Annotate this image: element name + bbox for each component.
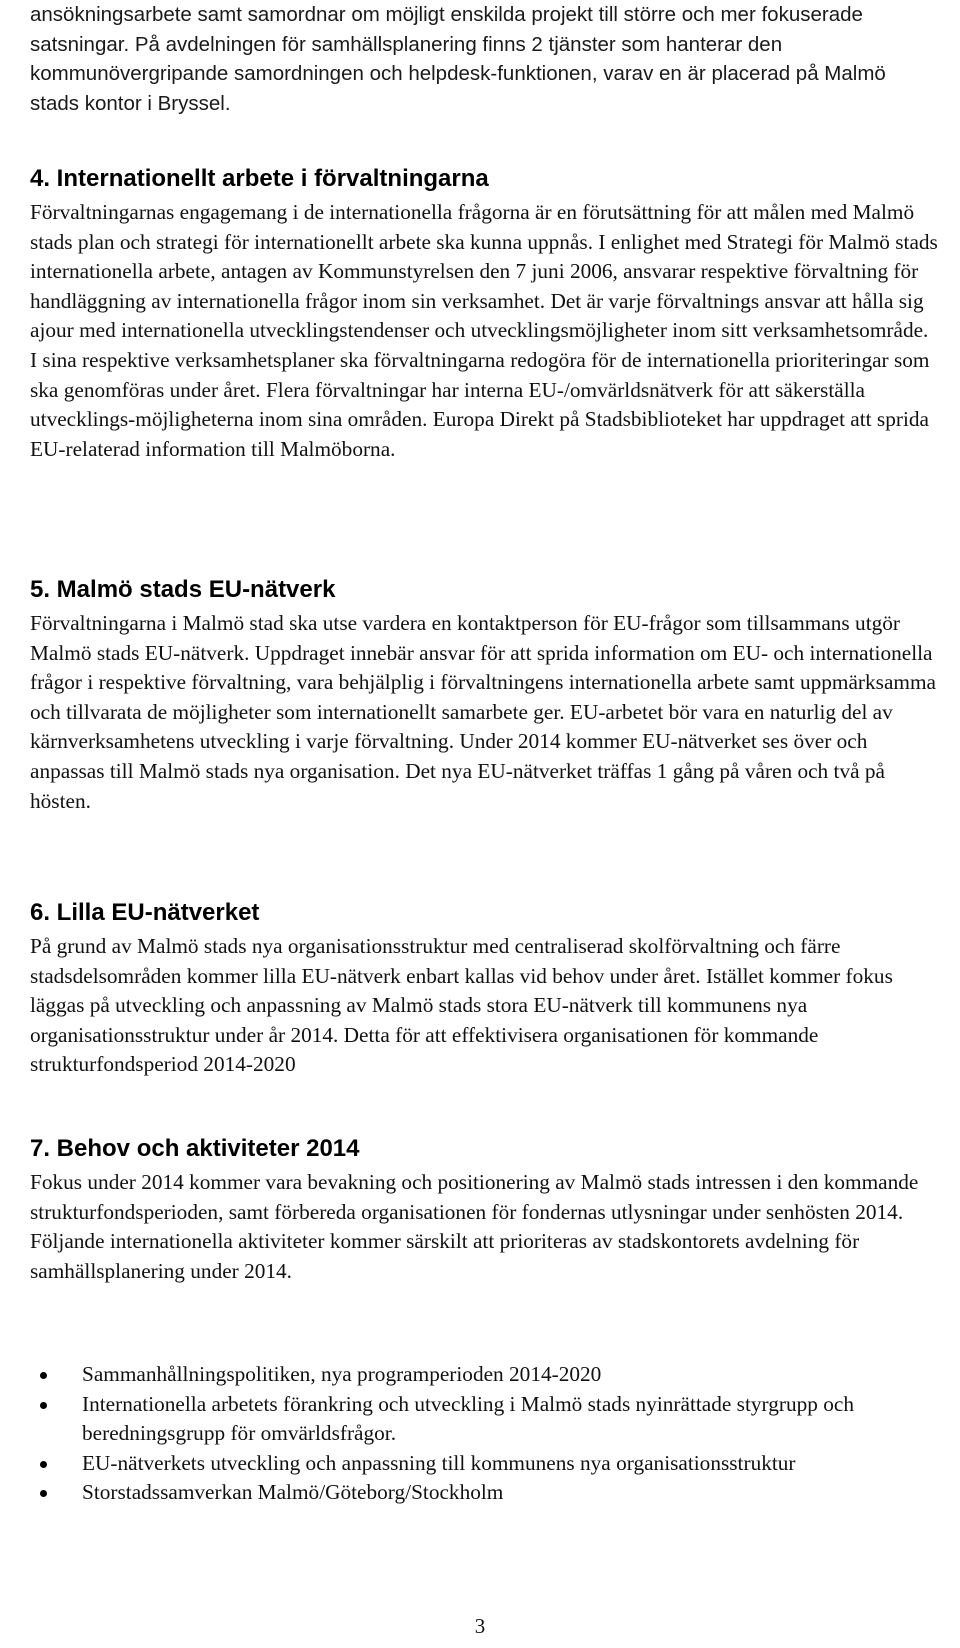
section-body: Förvaltningarna i Malmö stad ska utse vardera en kontaktperson för EU-frågor som tillsammans utgör Malmö stads EU-nätverk. Uppdraget innebär ansvar för att sprida information om EU- och internationella frågor i respektive förvaltning, vara behjälplig i förvaltningens internationella arbete samt uppmärksamma och tillvarata de möjligheter som internationellt samarbete ger. EU-arbetet bör vara en naturlig del av kärnverksamhetens utveckling i varje förvaltning. Under 2014 kommer EU-nätverket ses över och anpassas till Malmö stads nya organisation. Det nya EU-nätverket träffas 1 gång på våren och två på hösten. — [30, 611, 936, 813]
section-6 — [30, 898, 940, 1080]
section-heading: 4. Internationellt arbete i förvaltningarna — [30, 165, 489, 192]
section-body: På grund av Malmö stads nya organisationsstruktur med centraliserad skolförvaltning och färre stadsdelsområden kommer lilla EU-nätverk enbart kallas vid behov under året. Istället kommer fokus läggas på utveckling och anpassning av Malmö stads stora EU-nätverk till kommunens nya organisationsstruktur under år 2014. Detta för att effektivisera organisationen för kommande strukturfondsperiod 2014-2020 — [30, 934, 893, 1077]
bullet-icon — [40, 1490, 47, 1497]
bullet-icon — [40, 1372, 47, 1379]
page-number: 3 — [474, 1614, 486, 1638]
section-body: Fokus under 2014 kommer vara bevakning och positionering av Malmö stads intressen i den kommande strukturfondsperioden, samt förbereda organisationen för fondernas utlysningar under senhösten 2014. Följande internationella aktiviteter kommer särskilt att prioriteras av stadskontorets avdelning för samhällsplanering under 2014. — [30, 1170, 919, 1283]
bullet-icon — [40, 1402, 47, 1409]
section-5 — [30, 575, 940, 816]
bullet-icon — [40, 1461, 47, 1468]
list-item: Sammanhållningspolitiken, nya programperioden 2014-2020 — [30, 1360, 940, 1390]
section-7 — [30, 1134, 940, 1286]
section-4 — [30, 164, 940, 464]
section-heading: 6. Lilla EU-nätverket — [30, 899, 260, 926]
list-item: EU-nätverkets utveckling och anpassning till kommunens nya organisationsstruktur — [30, 1449, 940, 1479]
activity-list — [30, 1360, 940, 1508]
list-item: Storstadssamverkan Malmö/Göteborg/Stockholm — [30, 1478, 940, 1508]
list-item: Internationella arbetets förankring och utveckling i Malmö stads nyinrättade styrgrupp och beredningsgrupp för omvärldsfrågor. — [30, 1390, 940, 1449]
section-body: Förvaltningarnas engagemang i de internationella frågorna är en förutsättning för att målen med Malmö stads plan och strategi för internationellt arbete ska kunna uppnås. I enlighet med Strategi för Malmö stads internationella arbete, antagen av Kommunstyrelsen den 7 juni 2006, ansvarar respektive förvaltning för handläggning av internationella frågor inom sin verksamhet. Det är varje förvaltnings ansvar att hålla sig ajour med internationella utvecklingstendenser och utvecklingsmöjligheter inom sitt verksamhetsområde. I sina respektive verksamhetsplaner ska förvaltningarna redogöra för de internationella prioriteringar som ska genomföras under året. Flera förvaltningar har interna EU-/omvärldsnätverk för att säkerställa utvecklings-möjligheterna inom sina områden. Europa Direkt på Stadsbiblioteket har uppdraget att sprida EU-relaterad information till Malmöborna. — [30, 200, 938, 461]
section-heading: 5. Malmö stads EU-nätverk — [30, 576, 336, 603]
intro-paragraph: ansökningsarbete samt samordnar om möjligt enskilda projekt till större och mer fokuserade satsningar. På avdelningen för samhällsplanering finns 2 tjänster som hanterar den kommunövergripande samordningen och helpdesk-funktionen, varav en är placerad på Malmö stads kontor i Bryssel. — [30, 3, 886, 115]
section-heading: 7. Behov och aktiviteter 2014 — [30, 1135, 360, 1162]
